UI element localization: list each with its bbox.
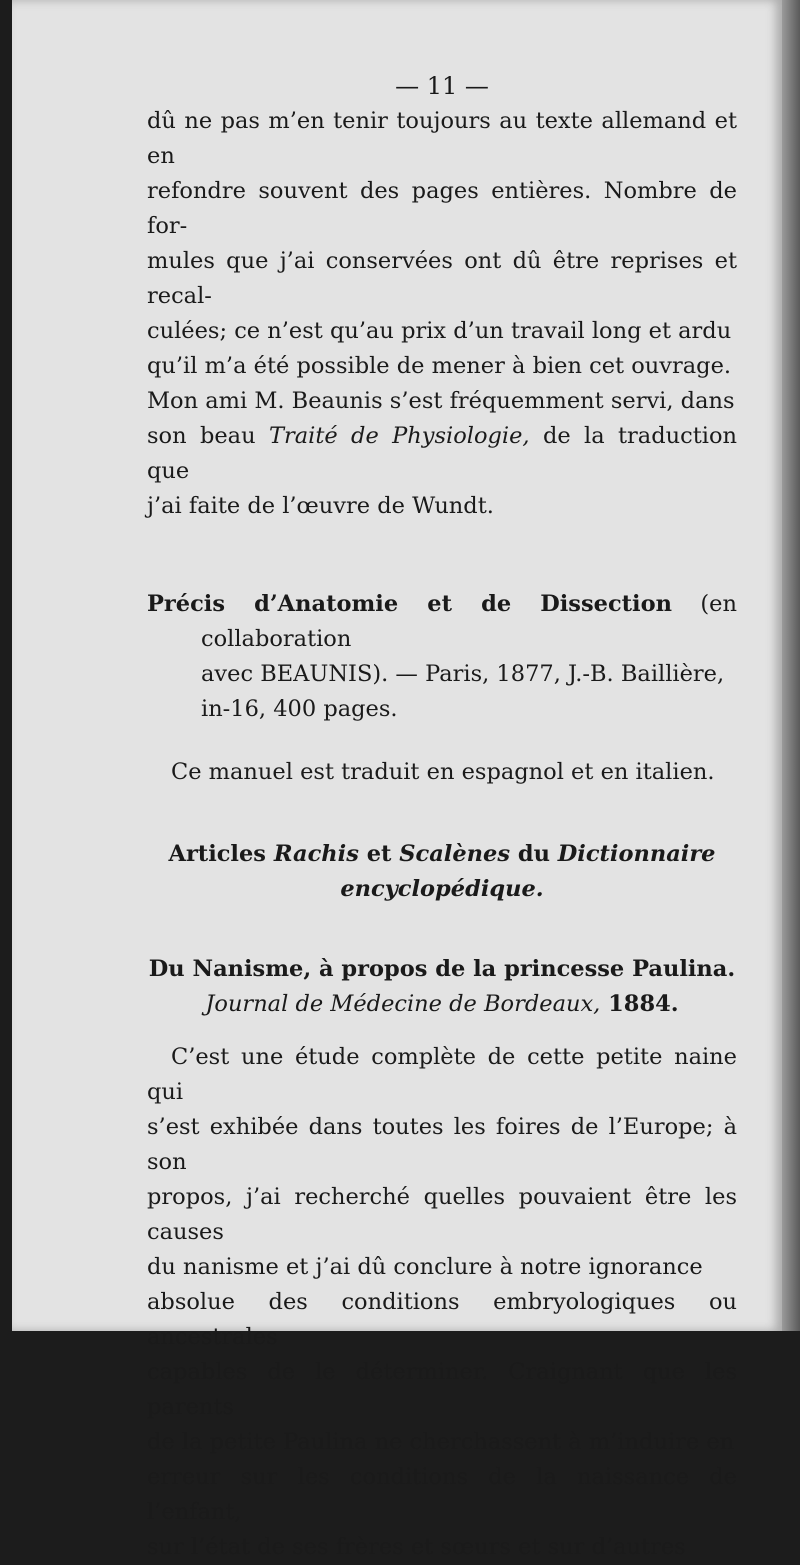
line: erreur sur les conditions de la naissance de l’enfant, (147, 1464, 737, 1525)
line: refondre souvent des pages entières. Nombre de for- (147, 178, 737, 239)
line: s’est exhibée dans toutes les foires de l’Europe; à son (147, 1114, 737, 1175)
entry-italic: Dictionnaire (557, 841, 716, 867)
line: qu’il m’a été possible de mener à bien cet ouvrage. (147, 353, 732, 379)
bibliography-entry-nanisme (147, 952, 737, 1022)
paragraph-nanisme (147, 1040, 737, 1565)
line: du nanisme et j’ai dû conclure à notre ignorance (147, 1254, 703, 1280)
line-part: son beau (147, 423, 269, 449)
paragraph-translation-note (147, 104, 737, 524)
journal-name: Journal de Médecine de Bordeaux, (205, 991, 601, 1017)
page-edge (782, 0, 800, 1331)
line: j’ai faite de l’œuvre de Wundt. (147, 493, 494, 519)
line-part: de la traduction que (147, 423, 737, 484)
entry-italic: Scalènes (399, 841, 510, 867)
line: Mon ami M. Beaunis s’est fréquemment servi, dans (147, 388, 735, 414)
line: capables de le déterminer. Craignant que les parents (147, 1359, 737, 1420)
line: mules que j’ai conservées ont dû être reprises et recal- (147, 248, 737, 309)
entry-note: Ce manuel est traduit en espagnol et en italien. (171, 759, 715, 785)
entry-text: et (358, 841, 400, 867)
line: absolue des conditions embryologiques ou ancestrales (147, 1289, 737, 1350)
line: dû ne pas m’en tenir toujours au texte allemand et en (147, 108, 737, 169)
entry-text: Articles (168, 841, 274, 867)
line: culées; ce n’est qu’au prix d’un travail long et ardu (147, 318, 732, 344)
line: sur l’état de ses frères et sœurs et sur d’autres (147, 1534, 686, 1560)
entry-text: du (510, 841, 558, 867)
line: de la petite Paulina ne cherchassent à m’induire en (147, 1429, 735, 1455)
entry-text: avec BEAUNIS). — Paris, 1877, J.-B. Baillière, (201, 661, 725, 687)
entry-italic: Rachis (273, 841, 359, 867)
entry-italic: encyclopédique. (340, 876, 544, 902)
entry-text: (en collaboration (201, 591, 737, 652)
journal-year: 1884. (600, 991, 679, 1017)
bibliography-entry-articles (147, 837, 737, 907)
page-number: — 11 — (395, 72, 489, 100)
bibliography-entry-precis (147, 587, 737, 727)
line: propos, j’ai recherché quelles pouvaient être les causes (147, 1184, 737, 1245)
book-page (12, 0, 782, 1560)
entry-title: Précis d’Anatomie et de Dissection (147, 591, 672, 617)
page-text (147, 60, 737, 1565)
entry-text: in-16, 400 pages. (201, 696, 398, 722)
entry-title: Du Nanisme, à propos de la princesse Paulina. (148, 956, 736, 982)
line: C’est une étude complète de cette petite naine qui (147, 1044, 737, 1105)
book-title-italic: Traité de Physiologie, (268, 423, 530, 449)
